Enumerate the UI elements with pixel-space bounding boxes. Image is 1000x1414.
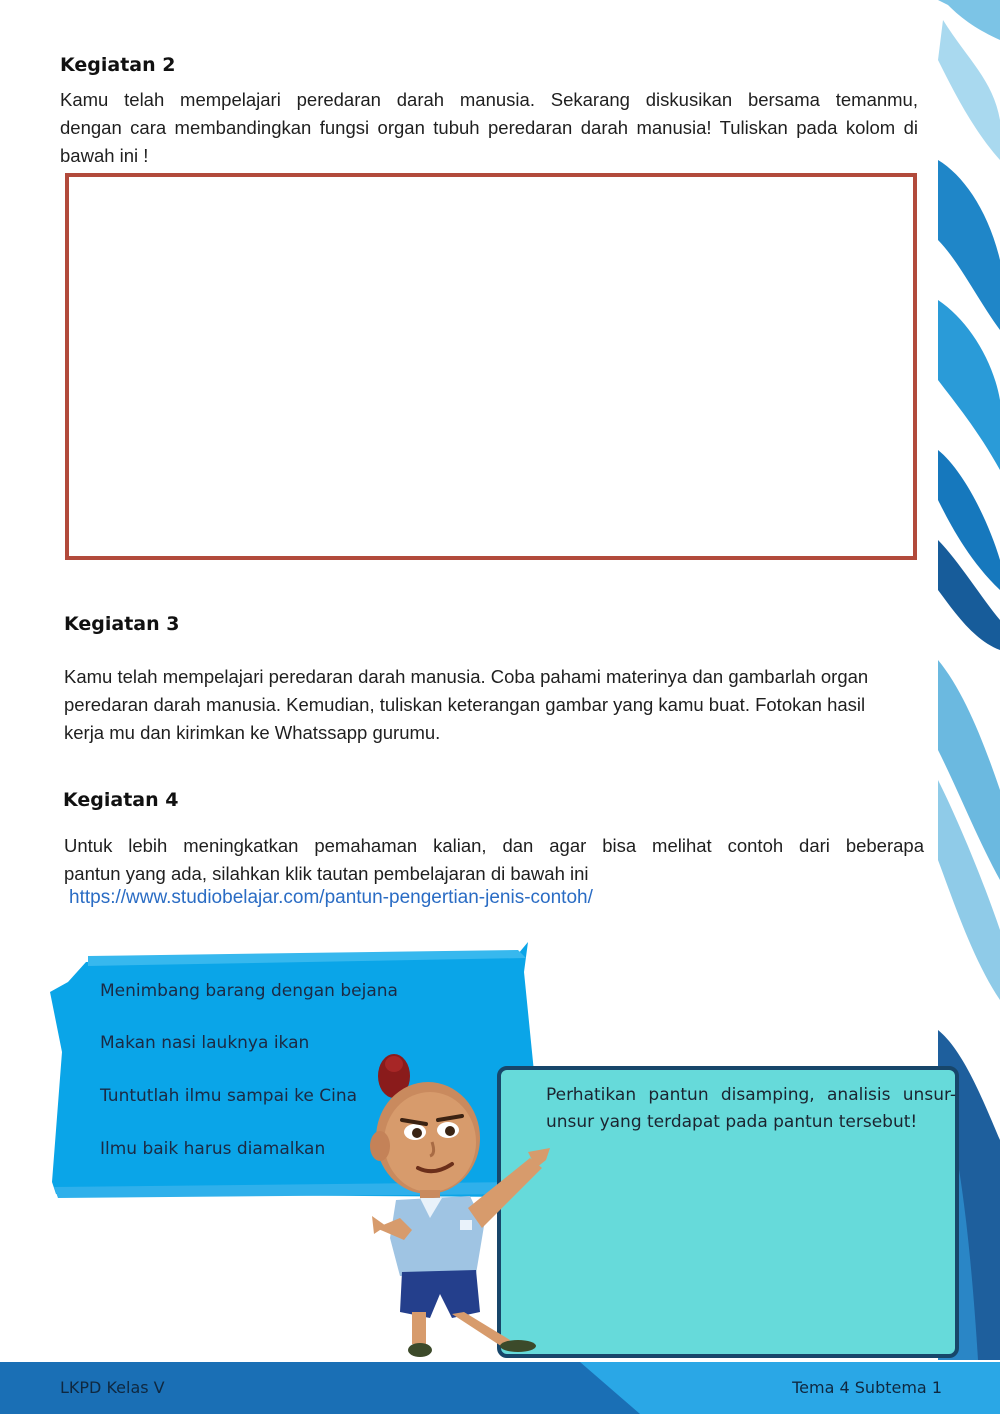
cartoon-boy-illustration [360, 1050, 560, 1362]
kegiatan-3-title: Kegiatan 3 [64, 613, 180, 635]
footer-theme-label: Tema 4 Subtema 1 [792, 1378, 942, 1397]
pantun-line-4: Ilmu baik harus diamalkan [100, 1139, 326, 1159]
pantun-line-2: Makan nasi lauknya ikan [100, 1033, 310, 1053]
kegiatan-2-line-2: dengan cara membandingkan fungsi organ tubuh peredaran darah manusia! Tuliskan pada kolom di [60, 117, 918, 138]
kegiatan-4-line-2: pantun yang ada, silahkan klik tautan pembelajaran di bawah ini [64, 863, 589, 884]
kegiatan-2-line-1: Kamu telah mempelajari peredaran darah manusia. Sekarang diskusikan bersama temanmu, [60, 89, 918, 110]
kegiatan-4-line-1: Untuk lebih meningkatkan pemahaman kalian, dan agar bisa melihat contoh dari beberapa [64, 835, 924, 856]
kegiatan-3-line-2: peredaran darah manusia. Kemudian, tuliskan keterangan gambar yang kamu buat. Fotokan hasil [64, 694, 866, 715]
pantun-lesson-link[interactable]: https://www.studiobelajar.com/pantun-pengertian-jenis-contoh/ [69, 887, 593, 908]
kegiatan-2-line-3: bawah ini ! [60, 145, 149, 166]
kegiatan-3-line-1: Kamu telah mempelajari peredaran darah manusia. Coba pahami materinya dan gambarlah organ [64, 666, 869, 687]
kegiatan-4-title: Kegiatan 4 [63, 789, 179, 811]
footer-class-label: LKPD Kelas V [60, 1378, 165, 1397]
pantun-line-3: Tuntutlah ilmu sampai ke Cina [100, 1086, 358, 1106]
analysis-instructions [546, 1082, 956, 1136]
analysis-instructions-line-2: unsur yang terdapat pada pantun tersebut! [546, 1112, 918, 1132]
pantun-line-1: Menimbang barang dengan bejana [100, 981, 398, 1001]
answer-writing-box[interactable] [65, 173, 917, 560]
kegiatan-3-line-3: kerja mu dan kirimkan ke Whatssapp gurumu. [64, 722, 441, 743]
kegiatan-2-title: Kegiatan 2 [60, 54, 176, 76]
analysis-instructions-line-1: Perhatikan pantun disamping, analisis unsur- [546, 1085, 956, 1105]
